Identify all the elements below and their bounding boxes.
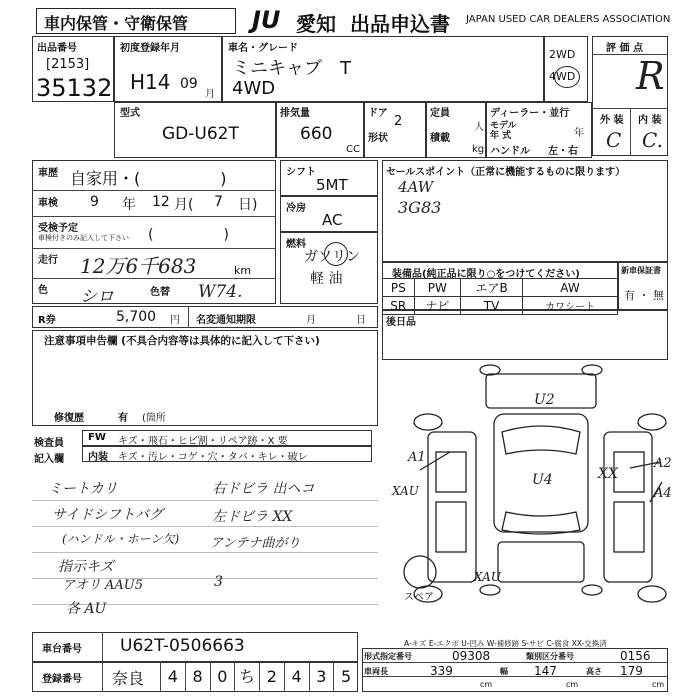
mark-u2: U2 [534,392,555,408]
mark-a1: A1 [408,450,426,465]
fuel-label: 燃料 [286,239,306,250]
model-year-unit: 年 [574,128,584,139]
grade-interior-value: C. [642,128,663,152]
width-value: 147 [534,664,557,678]
repair-history-value: 有 [118,413,128,424]
grade-score: R [636,54,665,98]
inspection-day-unit: 日) [238,197,258,213]
recycle-unit: 円 [170,315,180,326]
sales-point-line1: 4AW [398,178,434,196]
note-left-6: 各 AU [66,601,107,617]
model-label: 型式 [120,108,140,119]
equip-aw: AW [523,279,618,297]
new-warranty-label: 新車保証書 [621,266,661,275]
recycle-label: R券 [38,315,56,326]
mark-xau-left: XAU [392,484,419,498]
note-right-1: 右ドビラ 出ヘコ [212,481,315,497]
deadline-month-unit: 月 [306,315,316,326]
dealer-label: ディーラー・並行 [490,108,570,119]
history-value: 自家用・( ) [70,169,227,188]
displacement-value: 660 [300,124,333,144]
class-number-label: 類別区分番号 [526,652,574,661]
length-label: 車両長 [364,667,388,676]
equip-sr: SR [383,297,415,315]
chassis-label: 車台番号 [42,644,82,655]
fuel-gasoline: ガソリン [304,249,360,265]
car-drive-value: 4WD [232,78,276,99]
registration-year: H14 [130,70,171,94]
inspector-label: 検査員 [34,438,64,449]
car-name-value: ミニキャブ T [232,58,351,79]
mark-a2: A2 [654,456,672,471]
equipment-label: 装備品(純正品に限り○をつけてください) [392,269,580,280]
mileage-label: 走行 [38,255,58,266]
lot-bracket-number: [2153] [46,57,90,72]
displacement-unit: CC [346,144,360,155]
color-change-value: W74. [198,282,243,302]
inspector-label-2: 記入欄 [34,454,64,465]
plate-digit: ち [234,662,259,692]
capacity-label: 定員 [430,108,450,119]
rear-items-label: 後日品 [386,317,416,328]
model-year-label-2: 年 式 [490,131,512,141]
mark-a4: A4 [654,486,672,501]
spare-label: スペア [404,592,434,603]
shift-value: 5MT [316,176,348,194]
inspection-day: 7 [214,194,223,210]
type-number-value: 09308 [452,649,491,663]
chassis-value: U62T-0506663 [120,636,245,656]
length-unit: cm [480,680,493,689]
height-label: 高さ [586,667,602,676]
plate-digit: 5 [333,662,358,692]
plate-digit: 3 [309,662,334,692]
car-name-label: 車名・グレード [228,43,298,54]
equip-ps: PS [383,279,415,297]
width-label: 幅 [500,667,508,676]
receipt-label: 受検予定 [38,223,78,234]
shift-label: シフト [286,167,316,178]
handle-options: 左・右 [548,146,578,157]
length-value: 339 [430,664,453,678]
mileage-unit: km [234,264,252,277]
storage-label: 車内保管・守衛保管 [44,14,189,33]
plate-digit: 8 [185,662,210,692]
aircon-value: AC [322,211,343,229]
load-unit: kg [472,144,485,155]
repair-history-label: 修復歴 [54,413,84,424]
recycle-value: 5,700 [116,309,157,325]
note-right-3: アンテナ曲がり [210,536,301,551]
grade-label: 評 価 点 [606,43,643,54]
grade-exterior-label: 外 装 [600,115,624,126]
note-left-2: サイドシフトバグ [52,507,163,523]
drive-2wd: 2WD [549,48,576,61]
receipt-value: ( ) [148,227,229,243]
lot-label: 出品番号 [37,43,77,54]
color-value: シロ [80,287,114,307]
color-label: 色 [38,285,48,296]
rear-items-box [382,310,668,360]
doors-value: 2 [394,114,403,129]
fuel-diesel: 軽 油 [310,271,343,287]
registration-month-unit: 月 [205,89,215,100]
new-warranty-options: 有 ・ 無 [624,289,664,302]
plate-digit: 4 [160,662,185,692]
equip-airbag: エアB [461,279,523,297]
notes-label: 注意事項申告欄 (不具合内容等は具体的に記入して下さい) [44,335,320,347]
plate-digit: 2 [259,662,284,692]
shape-label: 形状 [368,133,388,144]
type-number-label: 形式指定番号 [364,652,412,661]
equip-navi: ナビ [414,297,461,315]
grade-exterior-value: C [606,128,622,152]
load-label: 積載 [430,133,450,144]
org-name: 愛知 [296,12,336,36]
legend-text: A-キズ E-エクボ U-凹み W-補修跡 S-サビ C-腐食 XX-交換済 [404,639,607,648]
plate-label: 登録番号 [42,674,82,685]
form-title: 出品申込書 [350,12,450,36]
registration-month: 09 [180,76,198,92]
width-unit: cm [566,680,579,689]
aircon-label: 冷房 [286,203,306,214]
height-value: 179 [620,664,643,678]
height-unit: cm [652,680,665,689]
capacity-unit: 人 [474,122,484,133]
color-change-label: 色替 [150,287,170,298]
sales-point-label: セールスポイント（正常に機能するものに限ります） [386,167,626,178]
note-left-3: (ハンドル・ホーン欠) [62,532,180,546]
inspection-year: 9 [90,194,99,210]
note-left-1: ミートカリ [48,481,118,497]
plate-digits [160,662,358,692]
mark-u4: U4 [532,472,553,488]
mark-xx: XX [598,466,618,482]
receipt-note: 車検付きのみ記入して下さい [38,234,129,242]
note-right-2: 左ドビラ XX [212,509,293,525]
inspector-fw-options: キズ・飛石・ヒビ割・リペア跡・X 要 [118,436,288,447]
ju-logo: JU [252,6,281,34]
equip-pw: PW [414,279,461,297]
inspector-interior-options: キズ・汚レ・コゲ・穴・タバ・キレ・破レ [118,452,308,463]
inspection-label: 車検 [38,198,58,209]
mileage-value: 12万6千683 [80,254,197,278]
sales-point-line2: 3G83 [398,198,442,217]
inspection-month: 12 [152,194,170,210]
drive-4wd-circle [554,66,580,88]
deadline-day-unit: 日 [356,315,366,326]
model-year-label: モデル [490,121,517,131]
note-left-5: アオリ AAU5 [62,578,144,593]
equip-tv: TV [461,297,523,315]
plate-region: 奈良 [112,669,145,688]
note-right-4: 3 [214,574,223,590]
association-name: JAPAN USED CAR DEALERS ASSOCIATION [466,14,671,25]
handle-label: ハンドル [490,146,530,157]
lot-number: 35132 [36,74,113,102]
inspector-interior-label: 内装 [88,452,108,463]
drive-4wd: 4WD [549,70,576,83]
repair-history-place: (箇所 [142,413,166,424]
note-left-4: 指示キズ [58,559,114,575]
name-change-deadline-label: 名変通知期限 [196,315,256,326]
inspection-year-unit: 年 [122,197,136,213]
plate-digit: 4 [284,662,309,692]
inspection-month-unit: 月( [174,197,194,213]
class-number-value: 0156 [620,649,651,663]
grade-interior-label: 内 装 [638,115,662,126]
mark-xau-bottom: XAU [474,570,501,584]
doors-label: ドア [368,108,388,119]
displacement-label: 排気量 [280,108,310,119]
fuel-gasoline-circle [324,242,348,266]
plate-digit: 0 [210,662,235,692]
history-label: 車歴 [38,168,58,179]
registration-label: 初度登録年月 [120,43,180,54]
inspector-fw-label: FW [88,432,106,443]
equip-leather-seat: カワシート [523,297,618,315]
model-value: GD-U62T [162,124,239,144]
